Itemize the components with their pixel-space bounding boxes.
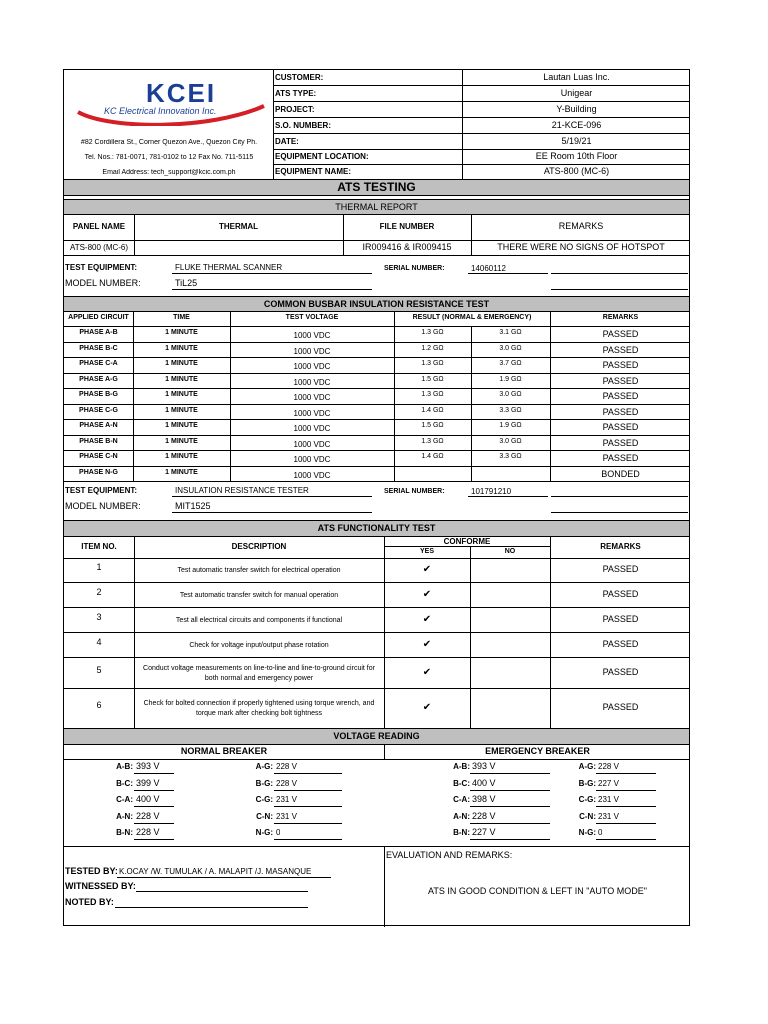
grid-line xyxy=(64,632,689,633)
insulation-cell: 3.1 GΩ xyxy=(499,329,522,336)
insulation-remarks-cell: PASSED xyxy=(602,391,639,401)
thermal-model-value: TiL25 xyxy=(175,278,198,288)
insulation-cell: 3.3 GΩ xyxy=(499,453,522,460)
voltage-label: B-C: xyxy=(453,778,470,788)
functionality-section-header: ATS FUNCTIONALITY TEST xyxy=(64,520,689,537)
insulation-cell: 1.2 GΩ xyxy=(421,344,444,352)
insulation-cell: PHASE A-B xyxy=(79,329,118,336)
voltage-value: 228 V xyxy=(276,762,297,771)
grid-line xyxy=(64,466,689,467)
insulation-remarks-cell: PASSED xyxy=(602,329,639,339)
grid-line xyxy=(64,450,689,451)
insulation-serial-label: SERIAL NUMBER: xyxy=(384,488,445,495)
insulation-remarks-cell: PASSED xyxy=(602,453,639,463)
voltage-value: 228 V xyxy=(136,827,160,837)
thermal-section-header: THERMAL REPORT xyxy=(64,199,689,215)
voltage-label: A-G: xyxy=(578,762,596,771)
func-remarks: PASSED xyxy=(602,588,639,599)
voltage-label: N-G: xyxy=(578,828,596,837)
customer-value: Lautan Luas Inc. xyxy=(543,72,610,82)
project-value: Y-Building xyxy=(556,104,597,114)
grid-line xyxy=(64,357,689,358)
grid-line xyxy=(64,404,689,405)
voltage-value: 398 V xyxy=(472,794,496,804)
grid-line xyxy=(470,806,550,807)
voltage-label: A-B: xyxy=(453,762,470,771)
thermal-header-panel: PANEL NAME xyxy=(72,222,126,231)
insulation-cell: PHASE C-G xyxy=(79,406,118,414)
voltage-label: C-N: xyxy=(579,811,596,821)
insulation-remarks-cell: PASSED xyxy=(602,375,639,386)
grid-line xyxy=(134,823,174,824)
func-header-yes: YES xyxy=(419,548,434,555)
voltage-label: A-B: xyxy=(116,762,133,771)
insulation-remarks-cell: PASSED xyxy=(602,422,639,432)
insulation-cell: 1 MINUTE xyxy=(165,437,198,445)
insulation-cell: 1.9 GΩ xyxy=(499,375,522,383)
grid-line xyxy=(274,806,342,807)
insulation-header: REMARKS xyxy=(602,314,639,321)
thermal-header-remarks: REMARKS xyxy=(558,221,604,231)
noted-by-label: NOTED BY: xyxy=(65,897,114,907)
grid-line xyxy=(596,790,656,791)
evaluation-value: ATS IN GOOD CONDITION & LEFT IN "AUTO MODE" xyxy=(428,886,647,896)
insulation-cell: 1.3 GΩ xyxy=(421,391,444,398)
grid-line xyxy=(64,388,689,389)
func-yes-check: ✔ xyxy=(422,666,432,678)
so-number-label: S.O. NUMBER: xyxy=(275,121,331,130)
thermal-test-equipment-label: TEST EQUIPMENT: xyxy=(65,263,138,272)
tested-by-label: TESTED BY: xyxy=(65,866,118,876)
func-item-number: 1 xyxy=(96,562,102,572)
grid-line xyxy=(64,582,689,583)
insulation-remarks-cell: PASSED xyxy=(602,437,639,448)
voltage-value: 227 V xyxy=(472,827,496,837)
grid-line xyxy=(64,607,689,608)
insulation-cell: PHASE A-N xyxy=(79,422,118,429)
insulation-cell: 1 MINUTE xyxy=(165,422,198,429)
insulation-cell: 1 MINUTE xyxy=(165,375,198,383)
func-remarks: PASSED xyxy=(602,564,639,574)
insulation-cell: 1000 VDC xyxy=(293,362,331,371)
voltage-value: 231 V xyxy=(276,811,297,821)
insulation-cell: PHASE C-N xyxy=(79,453,118,460)
voltage-value: 231 V xyxy=(276,795,297,804)
grid-line xyxy=(134,773,174,774)
insulation-cell: 1000 VDC xyxy=(293,377,331,387)
insulation-cell: PHASE C-A xyxy=(79,360,118,367)
test-report-sheet xyxy=(63,69,690,926)
date-value: 5/19/21 xyxy=(561,136,592,146)
voltage-value: 400 V xyxy=(136,794,160,804)
company-email: Email Address: tech_support@kcic.com.ph xyxy=(102,169,236,176)
grid-line xyxy=(274,839,342,840)
insulation-cell: 1000 VDC xyxy=(293,424,331,433)
grid-line xyxy=(64,481,689,482)
insulation-test-equipment-value: INSULATION RESISTANCE TESTER xyxy=(175,486,309,495)
voltage-label: C-A: xyxy=(116,795,133,804)
thermal-header-file: FILE NUMBER xyxy=(379,222,435,231)
insulation-header: TEST VOLTAGE xyxy=(285,314,339,321)
insulation-remarks-cell: PASSED xyxy=(602,360,639,370)
insulation-cell: 1 MINUTE xyxy=(165,406,198,414)
grid-line xyxy=(134,806,174,807)
insulation-header: RESULT (NORMAL & EMERGENCY) xyxy=(412,314,532,321)
voltage-value: 393 V xyxy=(136,761,160,771)
ats-type-value: Unigear xyxy=(560,88,593,98)
insulation-remarks-cell: BONDED xyxy=(601,468,640,479)
insulation-header: APPLIED CIRCUIT xyxy=(68,314,129,321)
func-description: Conduct voltage measurements on line-to-line and line-to-ground circuit for both normal and emergency power xyxy=(143,664,375,682)
insulation-cell: 3.3 GΩ xyxy=(499,406,522,414)
insulation-cell: 3.0 GΩ xyxy=(499,437,522,445)
insulation-cell: 1.5 GΩ xyxy=(421,422,444,429)
grid-line xyxy=(64,342,689,343)
insulation-test-equipment-label: TEST EQUIPMENT: xyxy=(65,486,138,495)
grid-line xyxy=(134,790,174,791)
func-yes-check: ✔ xyxy=(422,638,432,650)
grid-line xyxy=(64,373,689,374)
insulation-cell: PHASE A-G xyxy=(79,375,118,383)
voltage-label: C-A: xyxy=(453,795,470,804)
grid-line xyxy=(596,839,656,840)
thermal-model-label: MODEL NUMBER: xyxy=(65,278,141,288)
insulation-cell: 1 MINUTE xyxy=(165,453,198,460)
voltage-value: 399 V xyxy=(136,777,160,788)
insulation-remarks-cell: PASSED xyxy=(602,344,639,355)
insulation-cell: 1 MINUTE xyxy=(165,329,198,336)
func-header-item: ITEM NO. xyxy=(81,542,117,551)
insulation-cell: PHASE B-G xyxy=(79,391,118,398)
grid-line xyxy=(596,823,656,824)
voltage-label: B-G: xyxy=(578,778,596,788)
voltage-label: A-G: xyxy=(255,762,273,771)
insulation-cell: 1.3 GΩ xyxy=(421,329,444,336)
func-yes-check: ✔ xyxy=(422,613,432,625)
equipment-location-label: EQUIPMENT LOCATION: xyxy=(275,152,369,161)
insulation-cell: 1.3 GΩ xyxy=(421,360,444,367)
thermal-remarks: THERE WERE NO SIGNS OF HOTSPOT xyxy=(497,242,665,252)
grid-line xyxy=(470,773,550,774)
voltage-value: 0 xyxy=(598,828,603,837)
voltage-value: 228 V xyxy=(472,810,496,821)
func-item-number: 4 xyxy=(96,636,102,647)
voltage-value: 0 xyxy=(276,828,281,837)
func-yes-check: ✔ xyxy=(422,702,432,713)
equipment-name-value: ATS-800 (MC-6) xyxy=(543,166,610,176)
insulation-cell: 1000 VDC xyxy=(293,331,331,340)
insulation-cell: 1000 VDC xyxy=(293,346,331,356)
thermal-serial-label: SERIAL NUMBER: xyxy=(384,265,445,272)
func-header-description: DESCRIPTION xyxy=(231,542,287,551)
voltage-label: A-N: xyxy=(453,811,470,821)
voltage-section-header: VOLTAGE READING xyxy=(64,728,689,745)
func-description: Test all electrical circuits and components if functional xyxy=(175,616,343,624)
witnessed-by-label: WITNESSED BY: xyxy=(65,881,136,891)
normal-breaker-title: NORMAL BREAKER xyxy=(180,746,268,756)
ats-type-label: ATS TYPE: xyxy=(275,89,317,98)
company-logo xyxy=(70,78,270,126)
company-phone: Tel. Nos.: 781-0071, 781-0102 to 12 Fax No. 711-5115 xyxy=(84,154,254,161)
tested-by-value: K.OCAY /W. TUMULAK / A. MALAPIT /J. MASANQUE xyxy=(119,867,312,876)
func-item-number: 2 xyxy=(96,586,102,597)
insulation-cell: 1 MINUTE xyxy=(165,360,198,367)
insulation-cell: 1000 VDC xyxy=(293,439,331,449)
logo-subtitle: KC Electrical Innovation Inc. xyxy=(104,106,217,116)
emergency-breaker-title: EMERGENCY BREAKER xyxy=(485,746,590,756)
func-header-remarks: REMARKS xyxy=(600,542,641,551)
func-description: Test automatic transfer switch for manual operation xyxy=(179,591,339,599)
voltage-label: B-G: xyxy=(255,778,273,788)
func-item-number: 5 xyxy=(96,664,102,675)
report-title: ATS TESTING xyxy=(64,179,689,196)
func-header-conforme: CONFORME xyxy=(443,537,491,546)
voltage-label: A-N: xyxy=(116,811,133,821)
voltage-label: B-N: xyxy=(453,828,470,837)
voltage-value: 393 V xyxy=(472,761,496,771)
thermal-test-equipment-value: FLUKE THERMAL SCANNER xyxy=(175,263,283,272)
thermal-serial-value: 14060112 xyxy=(471,264,506,273)
insulation-header: TIME xyxy=(173,314,190,321)
thermal-panel-name: ATS-800 (MC-6) xyxy=(69,243,129,252)
insulation-cell: 1.5 GΩ xyxy=(421,375,444,383)
date-label: DATE: xyxy=(275,137,299,146)
insulation-cell: 3.0 GΩ xyxy=(499,344,522,352)
grid-line xyxy=(274,790,342,791)
voltage-label: C-G: xyxy=(578,795,596,804)
func-remarks: PASSED xyxy=(602,613,639,624)
voltage-value: 231 V xyxy=(598,811,619,821)
voltage-label: B-N: xyxy=(116,828,133,837)
thermal-file-number: IR009416 & IR009415 xyxy=(362,242,452,252)
grid-line xyxy=(274,773,342,774)
grid-line xyxy=(470,790,550,791)
insulation-cell: 1000 VDC xyxy=(293,470,331,480)
thermal-header-thermal: THERMAL xyxy=(218,222,259,231)
grid-line xyxy=(64,688,689,689)
insulation-cell: PHASE B-C xyxy=(79,344,118,352)
equipment-name-label: EQUIPMENT NAME: xyxy=(275,167,351,176)
insulation-cell: 1 MINUTE xyxy=(165,344,198,352)
func-remarks: PASSED xyxy=(602,666,639,677)
grid-line xyxy=(274,823,342,824)
insulation-cell: 1000 VDC xyxy=(293,455,331,464)
grid-line xyxy=(64,435,689,436)
equipment-location-value: EE Room 10th Floor xyxy=(535,151,618,161)
func-yes-check: ✔ xyxy=(422,588,432,600)
grid-line xyxy=(470,823,550,824)
voltage-value: 228 V xyxy=(276,778,297,788)
customer-label: CUSTOMER: xyxy=(275,73,324,82)
voltage-label: C-N: xyxy=(256,811,273,821)
insulation-serial-value: 101791210 xyxy=(471,487,512,496)
func-description: Check for bolted connection if properly tightened using torque wrench, and torque mark after checking bolt tightness xyxy=(143,700,375,717)
func-description: Check for voltage input/output phase rotation xyxy=(189,641,329,649)
func-item-number: 6 xyxy=(96,700,102,710)
grid-line xyxy=(596,806,656,807)
grid-line xyxy=(470,839,550,840)
insulation-cell: 3.0 GΩ xyxy=(499,391,522,398)
insulation-cell: 1.3 GΩ xyxy=(421,437,444,445)
evaluation-label: EVALUATION AND REMARKS: xyxy=(386,850,513,860)
insulation-cell: 1000 VDC xyxy=(293,393,331,402)
insulation-cell: 1 MINUTE xyxy=(165,468,198,476)
insulation-section-header: COMMON BUSBAR INSULATION RESISTANCE TEST xyxy=(64,296,689,312)
grid-line xyxy=(64,657,689,658)
so-number-value: 21-KCE-096 xyxy=(551,120,602,130)
voltage-value: 231 V xyxy=(598,795,619,804)
company-address: #82 Cordillera St., Corner Quezon Ave., Quezon City Ph. xyxy=(80,139,258,146)
logo-text: KCEI xyxy=(146,78,217,108)
grid-line xyxy=(64,419,689,420)
insulation-remarks-cell: PASSED xyxy=(602,406,639,417)
insulation-cell: 1.4 GΩ xyxy=(421,453,444,460)
func-remarks: PASSED xyxy=(602,638,639,649)
func-header-no: NO xyxy=(504,548,516,555)
voltage-value: 227 V xyxy=(598,778,619,788)
insulation-model-value: MIT1525 xyxy=(175,501,211,511)
func-yes-check: ✔ xyxy=(422,564,432,575)
func-item-number: 3 xyxy=(96,611,102,622)
insulation-cell: PHASE N-G xyxy=(79,468,118,476)
func-description: Test automatic transfer switch for electrical operation xyxy=(177,567,341,574)
voltage-label: B-C: xyxy=(116,778,133,788)
insulation-model-label: MODEL NUMBER: xyxy=(65,501,141,511)
insulation-cell: PHASE B-N xyxy=(79,437,118,445)
insulation-cell: 3.7 GΩ xyxy=(499,360,522,367)
func-remarks: PASSED xyxy=(602,702,639,712)
voltage-value: 400 V xyxy=(472,777,496,788)
grid-line xyxy=(134,839,174,840)
project-label: PROJECT: xyxy=(275,105,315,114)
insulation-cell: 1 MINUTE xyxy=(165,391,198,398)
insulation-cell: 1000 VDC xyxy=(293,408,331,418)
voltage-label: N-G: xyxy=(255,828,273,837)
grid-line xyxy=(64,326,689,327)
insulation-cell: 1.4 GΩ xyxy=(421,406,444,414)
voltage-label: C-G: xyxy=(255,795,273,804)
grid-line xyxy=(596,773,656,774)
insulation-cell: 1.9 GΩ xyxy=(499,422,522,429)
voltage-value: 228 V xyxy=(136,810,160,821)
voltage-value: 228 V xyxy=(598,762,619,771)
